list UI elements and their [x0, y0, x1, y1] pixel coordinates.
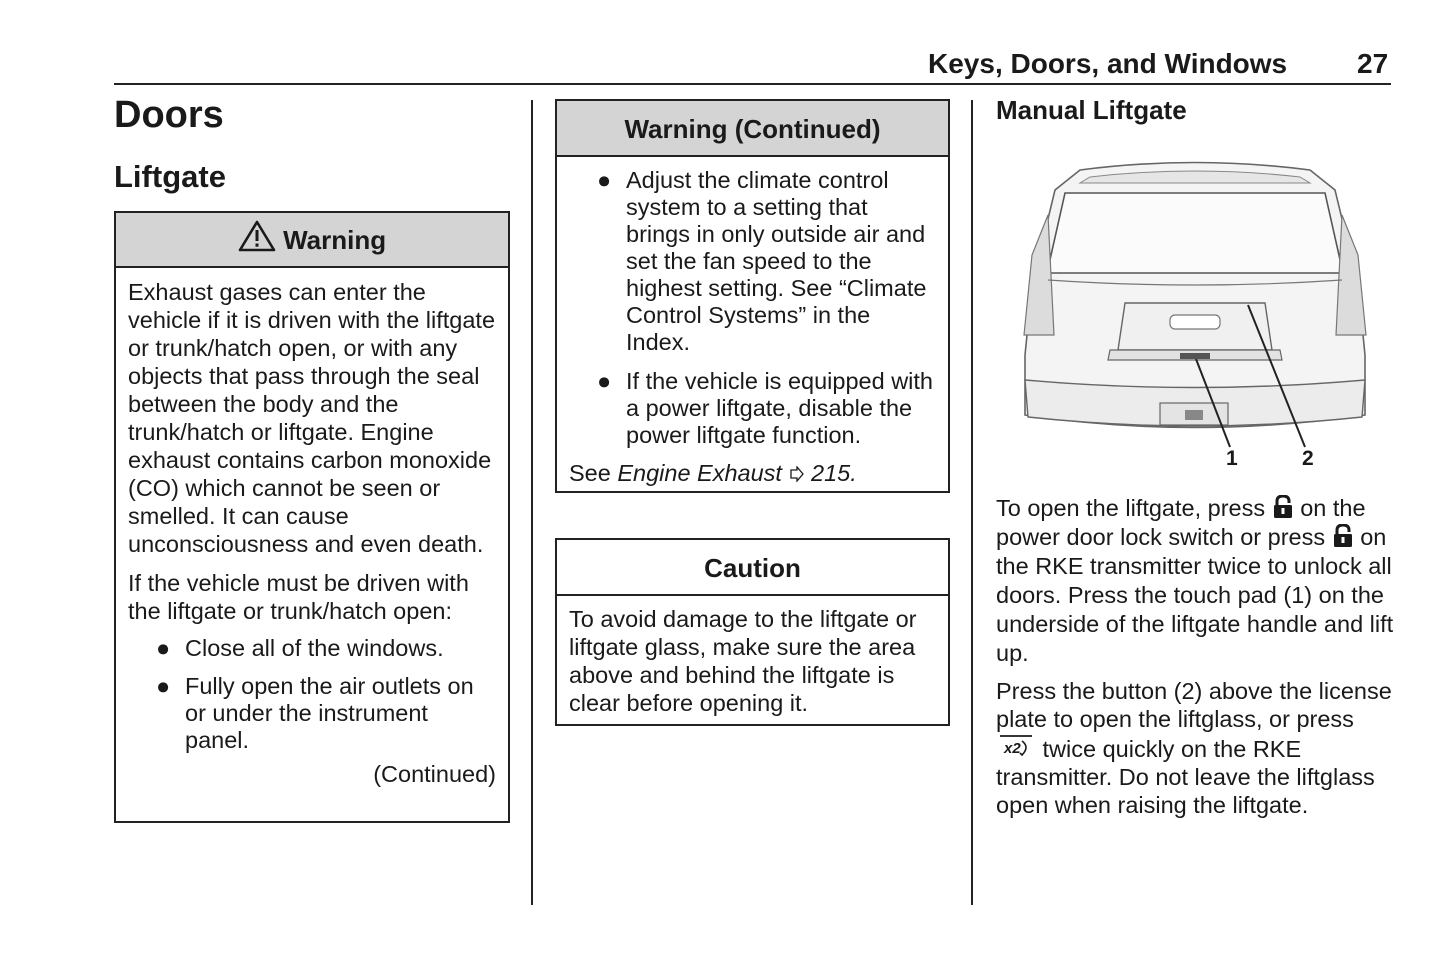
- instruction-text: on the RKE transmitter twice to unlock all doors. Press the touch pad (1) on the underside of the liftgate handle and lift up.: [996, 524, 1394, 666]
- warning-title: Warning: [283, 225, 387, 255]
- section-heading: Liftgate: [114, 159, 226, 194]
- warning-paragraph: If the vehicle must be driven with the liftgate or trunk/hatch open:: [128, 570, 469, 624]
- bullet-icon: ●: [156, 635, 171, 661]
- list-item: [128, 635, 496, 662]
- warning-box: [114, 211, 510, 823]
- liftgate-instructions: [996, 494, 1396, 819]
- list-item: [569, 167, 936, 356]
- manual-liftgate-heading: Manual Liftgate: [996, 95, 1187, 125]
- column-divider-2: [971, 100, 973, 905]
- see-prefix: See: [569, 460, 618, 486]
- header-rule: [114, 83, 1391, 85]
- instruction-text: To open the liftgate, press: [996, 495, 1266, 521]
- caution-header: Caution: [557, 540, 948, 596]
- continued-label: (Continued): [373, 761, 496, 787]
- list-item-text: Adjust the climate control system to a setting that brings in only outside air and set the fan speed to the highest setting. See “Climate Control Systems” in the Index.: [626, 167, 927, 355]
- see-page-number: 215.: [811, 460, 857, 486]
- warning-continued-box: [555, 99, 950, 493]
- bullet-icon: ●: [156, 673, 171, 699]
- see-reference: [569, 459, 936, 487]
- unlock-icon: [1272, 494, 1294, 523]
- list-item-text: Close all of the windows.: [185, 635, 444, 661]
- see-reference-link[interactable]: Engine Exhaust: [617, 460, 782, 486]
- svg-text:x2: x2: [1004, 740, 1021, 757]
- warning-header: [116, 213, 508, 268]
- warning-triangle-icon: [238, 213, 276, 268]
- liftgate-illustration: [1010, 155, 1380, 475]
- list-item-text: If the vehicle is equipped with a power liftgate, disable the power liftgate function.: [626, 368, 933, 448]
- warning-continued-header: Warning (Continued): [557, 101, 948, 157]
- figure-label: 1: [1226, 447, 1238, 470]
- warning-paragraph: Exhaust gases can enter the vehicle if it is driven with the liftgate or trunk/hatch open, or with any objects that pass through the seal between the body and the trunk/hatch or liftgate. Engine exhaust contains carbon monoxide (CO) which cannot be seen or smelled. It can cause unconsciousness and even death.: [128, 279, 496, 557]
- instruction-text: on the power door lock switch or press: [996, 495, 1366, 550]
- column-divider-1: [531, 100, 533, 905]
- figure-label: 2: [1302, 447, 1314, 470]
- caution-box: [555, 538, 950, 726]
- instruction-text: Press the button (2) above the license plate to open the liftglass, or press: [996, 678, 1392, 732]
- instruction-text: twice quickly on the RKE transmitter. Do not leave the liftglass open when raising the liftgate.: [996, 736, 1375, 818]
- instruction-paragraph: [996, 494, 1396, 668]
- bullet-icon: ●: [597, 167, 612, 193]
- page-ref-arrow-icon: [789, 459, 805, 487]
- page-heading: Doors: [114, 94, 224, 136]
- page-number: 27: [1357, 48, 1389, 79]
- liftglass-x2-icon: [996, 733, 1036, 763]
- bullet-icon: ●: [597, 368, 612, 394]
- list-item: [128, 673, 496, 754]
- list-item: [569, 368, 936, 449]
- instruction-paragraph: [996, 677, 1396, 819]
- unlock-icon: [1332, 523, 1354, 552]
- list-item-text: Fully open the air outlets on or under the instrument panel.: [185, 673, 474, 753]
- caution-text: To avoid damage to the liftgate or liftgate glass, make sure the area above and behind the liftgate is clear before opening it.: [569, 606, 917, 716]
- section-title: Keys, Doors, and Windows: [928, 48, 1288, 79]
